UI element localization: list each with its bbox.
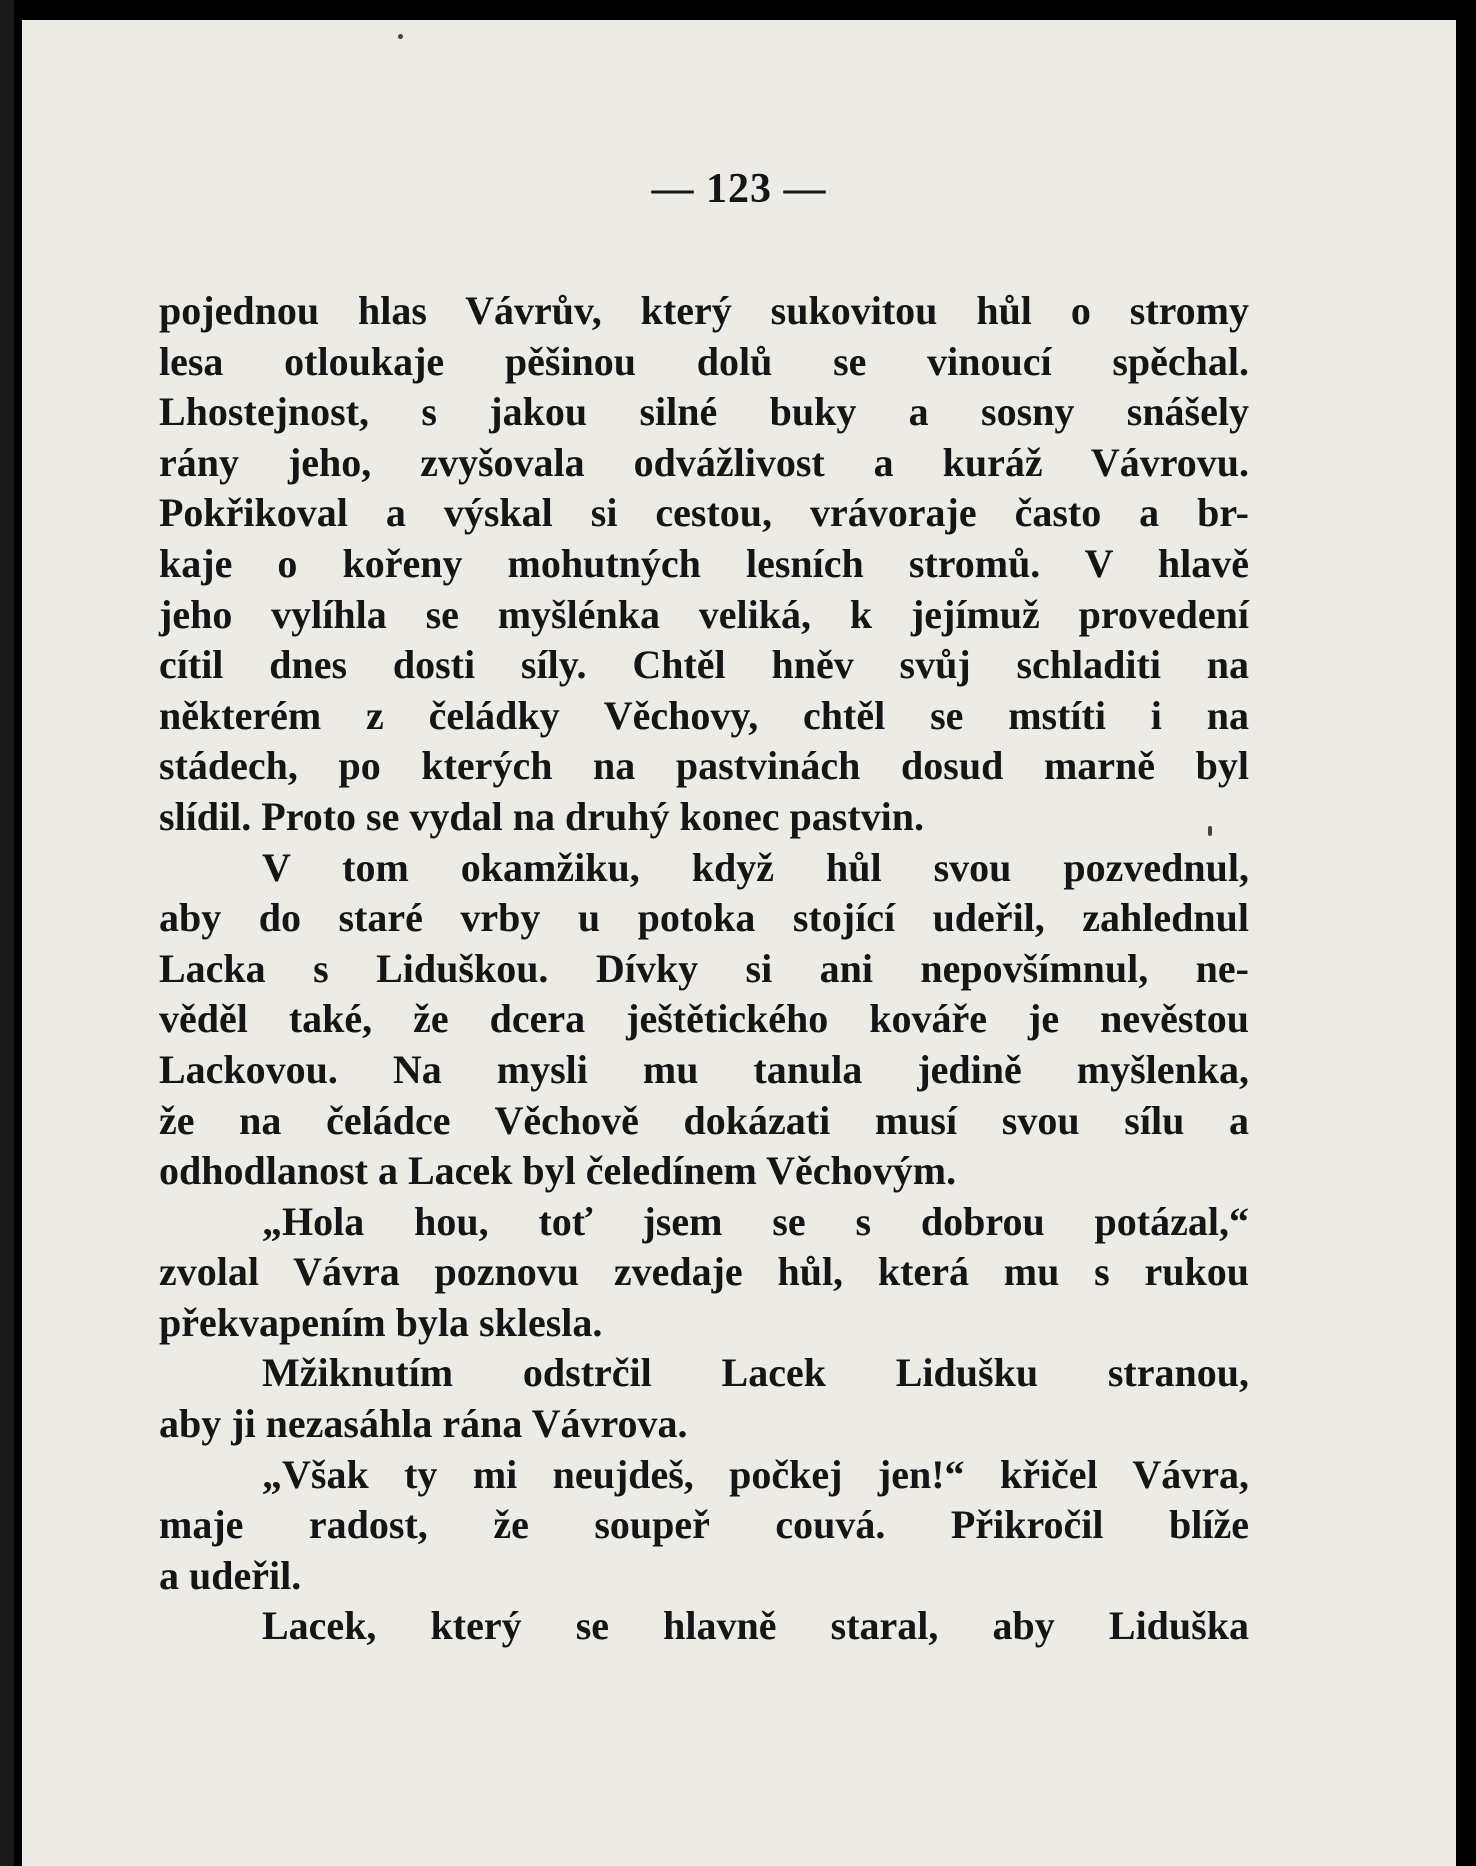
- text-line: lesa otloukaje pěšinou dolů se vinoucí spěchal.: [159, 338, 1249, 384]
- text-line: a udeřil.: [159, 1552, 302, 1598]
- text-line: Mžiknutím odstrčil Lacek Lidušku stranou,: [262, 1350, 1249, 1396]
- text-line: „Hola hou, toť jsem se s dobrou potázal,“: [262, 1198, 1249, 1244]
- text-line: Lacek, který se hlavně staral, aby Liduška: [262, 1603, 1249, 1649]
- text-line: Pokřikoval a výskal si cestou, vrávoraje často a br-: [159, 490, 1249, 536]
- book-spine-edge: [0, 0, 14, 1866]
- text-line: V tom okamžiku, když hůl svou pozvednul,: [262, 844, 1249, 890]
- text-line: „Však ty mi neujdeš, počkej jen!“ křičel Vávra,: [262, 1451, 1249, 1497]
- text-line: stádech, po kterých na pastvinách dosud marně byl: [159, 743, 1249, 789]
- text-line: Lackovou. Na mysli mu tanula jedině myšlenka,: [159, 1046, 1249, 1092]
- text-line: věděl také, že dcera ještětického kováře je nevěstou: [159, 996, 1249, 1042]
- body-text: [159, 286, 1249, 1652]
- scan-speck: [1208, 826, 1212, 836]
- text-line: aby ji nezasáhla rána Vávrova.: [159, 1401, 688, 1447]
- text-line: odhodlanost a Lacek byl čeledínem Věchovým.: [159, 1148, 957, 1194]
- text-line: aby do staré vrby u potoka stojící udeřil, zahlednul: [159, 895, 1249, 941]
- text-line: překvapením byla sklesla.: [159, 1299, 603, 1345]
- text-line: slídil. Proto se vydal na druhý konec pastvin.: [159, 793, 924, 839]
- text-line: Lhostejnost, s jakou silné buky a sosny snášely: [159, 389, 1249, 435]
- page-number: — 123 —: [651, 166, 827, 212]
- text-line: Lacka s Liduškou. Dívky si ani nepovšímnul, ne-: [159, 945, 1249, 991]
- text-line: jeho vylíhla se myšlénka veliká, k jejímuž provedení: [159, 591, 1249, 637]
- text-line: kaje o kořeny mohutných lesních stromů. V hlavě: [159, 540, 1249, 586]
- text-line: cítil dnes dosti síly. Chtěl hněv svůj schladiti na: [159, 642, 1249, 688]
- book-page: [22, 20, 1456, 1866]
- text-line: rány jeho, zvyšovala odvážlivost a kuráž Vávrovu.: [159, 439, 1249, 485]
- text-line: maje radost, že soupeř couvá. Přikročil blíže: [159, 1502, 1249, 1548]
- text-line: zvolal Vávra poznovu zvedaje hůl, která mu s rukou: [159, 1249, 1249, 1295]
- text-line: některém z čeládky Věchovy, chtěl se mstíti i na: [159, 692, 1249, 738]
- scan-speck: [398, 34, 403, 39]
- text-line: pojednou hlas Vávrův, který sukovitou hůl o stromy: [159, 288, 1249, 333]
- text-line: že na čeládce Věchově dokázati musí svou sílu a: [159, 1097, 1249, 1143]
